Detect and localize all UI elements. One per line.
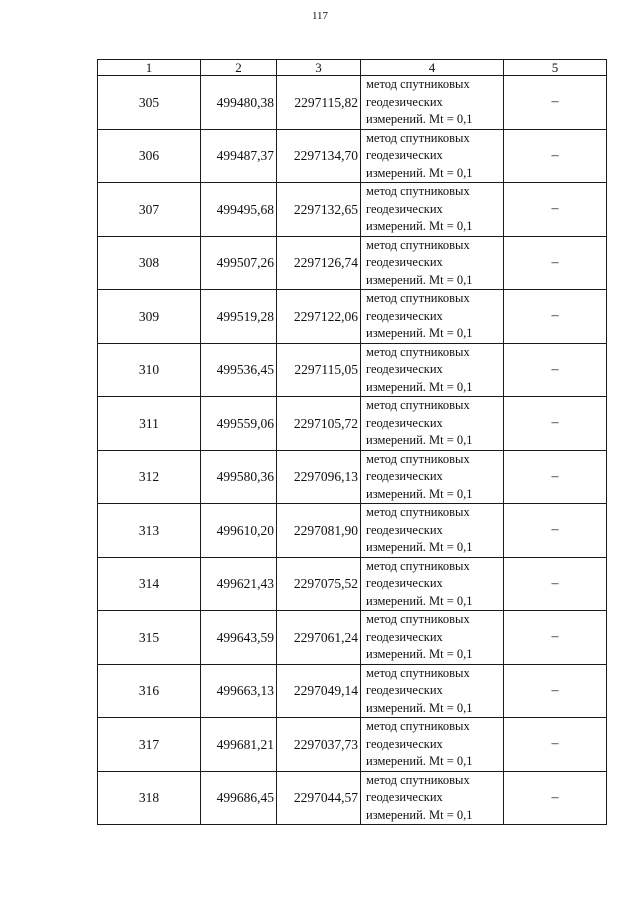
method-cell — [361, 343, 504, 397]
x-coordinate-cell: 499495,68 — [201, 183, 277, 237]
method-line: метод спутниковых — [366, 77, 470, 91]
method-line: измерений. Mt = 0,1 — [366, 219, 473, 233]
header-col-2: 2 — [201, 60, 277, 76]
note-cell: – — [504, 718, 607, 772]
method-line: геодезических — [366, 362, 443, 376]
y-coordinate-cell: 2297044,57 — [277, 771, 361, 825]
y-coordinate-cell: 2297115,05 — [277, 343, 361, 397]
method-line: метод спутниковых — [366, 451, 470, 466]
header-col-3: 3 — [277, 60, 361, 76]
point-number-cell: 312 — [98, 450, 201, 504]
method-line: геодезических — [366, 576, 443, 590]
method-cell — [361, 183, 504, 237]
note-cell: – — [504, 504, 607, 558]
method-cell — [361, 236, 504, 290]
coordinates-table — [97, 59, 607, 825]
method-cell — [361, 450, 504, 504]
method-line: метод спутниковых — [366, 184, 470, 198]
note-cell: – — [504, 557, 607, 611]
method-line: измерений. Mt = 0,1 — [366, 326, 473, 340]
method-line: метод спутниковых — [366, 398, 470, 412]
method-line: геодезических — [366, 469, 443, 483]
method-line: метод спутниковых — [366, 558, 470, 573]
method-line: измерений. Mt = 0,1 — [366, 486, 473, 501]
method-line: геодезических — [366, 148, 443, 162]
method-cell — [361, 718, 504, 772]
y-coordinate-cell: 2297081,90 — [277, 504, 361, 558]
table-row — [98, 557, 607, 611]
method-line: измерений. Mt = 0,1 — [366, 700, 473, 715]
method-line: измерений. Mt = 0,1 — [366, 379, 473, 394]
note-cell: – — [504, 236, 607, 290]
x-coordinate-cell: 499621,43 — [201, 557, 277, 611]
header-col-5: 5 — [504, 60, 607, 76]
y-coordinate-cell: 2297049,14 — [277, 664, 361, 718]
method-cell — [361, 76, 504, 130]
note-cell: – — [504, 771, 607, 825]
point-number-cell: 315 — [98, 611, 201, 665]
x-coordinate-cell: 499610,20 — [201, 504, 277, 558]
point-number-cell: 311 — [98, 397, 201, 451]
method-line: геодезических — [366, 790, 443, 804]
header-col-1: 1 — [98, 60, 201, 76]
page-number: 117 — [311, 10, 329, 22]
point-number-cell: 317 — [98, 718, 201, 772]
y-coordinate-cell: 2297075,52 — [277, 557, 361, 611]
method-line: метод спутниковых — [366, 772, 470, 787]
table-row — [98, 129, 607, 183]
method-line: измерений. Mt = 0,1 — [366, 272, 473, 287]
point-number-cell: 308 — [98, 236, 201, 290]
x-coordinate-cell: 499681,21 — [201, 718, 277, 772]
method-line: измерений. Mt = 0,1 — [366, 754, 473, 768]
note-cell: – — [504, 290, 607, 344]
method-line: метод спутниковых — [366, 612, 470, 626]
y-coordinate-cell: 2297037,73 — [277, 718, 361, 772]
note-cell: – — [504, 397, 607, 451]
y-coordinate-cell: 2297105,72 — [277, 397, 361, 451]
method-line: метод спутниковых — [366, 505, 470, 519]
method-line: геодезических — [366, 308, 443, 323]
note-cell: – — [504, 611, 607, 665]
method-cell — [361, 504, 504, 558]
method-line: метод спутниковых — [366, 291, 470, 305]
method-line: метод спутниковых — [366, 237, 470, 252]
table-row — [98, 664, 607, 718]
method-line: измерений. Mt = 0,1 — [366, 807, 473, 822]
x-coordinate-cell: 499480,38 — [201, 76, 277, 130]
point-number-cell: 310 — [98, 343, 201, 397]
x-coordinate-cell: 499686,45 — [201, 771, 277, 825]
method-line: измерений. Mt = 0,1 — [366, 540, 473, 554]
method-cell — [361, 611, 504, 665]
point-number-cell: 313 — [98, 504, 201, 558]
method-line: геодезических — [366, 629, 443, 644]
method-cell — [361, 290, 504, 344]
header-col-4: 4 — [361, 60, 504, 76]
note-cell: – — [504, 76, 607, 130]
point-number-cell: 306 — [98, 129, 201, 183]
method-line: геодезических — [366, 94, 443, 109]
table-row — [98, 771, 607, 825]
method-line: метод спутниковых — [366, 719, 470, 733]
table-row — [98, 611, 607, 665]
table-row — [98, 504, 607, 558]
method-line: измерений. Mt = 0,1 — [366, 165, 473, 180]
x-coordinate-cell: 499663,13 — [201, 664, 277, 718]
y-coordinate-cell: 2297134,70 — [277, 129, 361, 183]
method-line: измерений. Mt = 0,1 — [366, 647, 473, 661]
note-cell: – — [504, 450, 607, 504]
x-coordinate-cell: 499487,37 — [201, 129, 277, 183]
point-number-cell: 316 — [98, 664, 201, 718]
method-line: геодезических — [366, 415, 443, 430]
point-number-cell: 309 — [98, 290, 201, 344]
y-coordinate-cell: 2297126,74 — [277, 236, 361, 290]
method-cell — [361, 557, 504, 611]
note-cell: – — [504, 664, 607, 718]
table-body — [98, 76, 607, 825]
table-row — [98, 290, 607, 344]
table-row — [98, 183, 607, 237]
point-number-cell: 314 — [98, 557, 201, 611]
method-line: метод спутниковых — [366, 130, 470, 145]
method-line: геодезических — [366, 736, 443, 751]
table-row — [98, 76, 607, 130]
method-cell — [361, 397, 504, 451]
y-coordinate-cell: 2297115,82 — [277, 76, 361, 130]
table-row — [98, 343, 607, 397]
note-cell: – — [504, 343, 607, 397]
method-cell — [361, 129, 504, 183]
method-cell — [361, 771, 504, 825]
method-line: метод спутниковых — [366, 665, 470, 680]
y-coordinate-cell: 2297096,13 — [277, 450, 361, 504]
point-number-cell: 305 — [98, 76, 201, 130]
x-coordinate-cell: 499507,26 — [201, 236, 277, 290]
point-number-cell: 307 — [98, 183, 201, 237]
method-line: геодезических — [366, 255, 443, 269]
y-coordinate-cell: 2297132,65 — [277, 183, 361, 237]
y-coordinate-cell: 2297061,24 — [277, 611, 361, 665]
method-line: измерений. Mt = 0,1 — [366, 433, 473, 447]
y-coordinate-cell: 2297122,06 — [277, 290, 361, 344]
method-line: геодезических — [366, 201, 443, 216]
note-cell: – — [504, 183, 607, 237]
x-coordinate-cell: 499580,36 — [201, 450, 277, 504]
method-line: измерений. Mt = 0,1 — [366, 112, 473, 126]
table-header-row — [98, 60, 607, 76]
method-cell — [361, 664, 504, 718]
method-line: измерений. Mt = 0,1 — [366, 593, 473, 608]
point-number-cell: 318 — [98, 771, 201, 825]
table-row — [98, 718, 607, 772]
method-line: геодезических — [366, 683, 443, 697]
table-row — [98, 397, 607, 451]
note-cell: – — [504, 129, 607, 183]
x-coordinate-cell: 499536,45 — [201, 343, 277, 397]
x-coordinate-cell: 499519,28 — [201, 290, 277, 344]
table-row — [98, 450, 607, 504]
x-coordinate-cell: 499643,59 — [201, 611, 277, 665]
method-line: метод спутниковых — [366, 344, 470, 359]
table-row — [98, 236, 607, 290]
x-coordinate-cell: 499559,06 — [201, 397, 277, 451]
method-line: геодезических — [366, 522, 443, 537]
